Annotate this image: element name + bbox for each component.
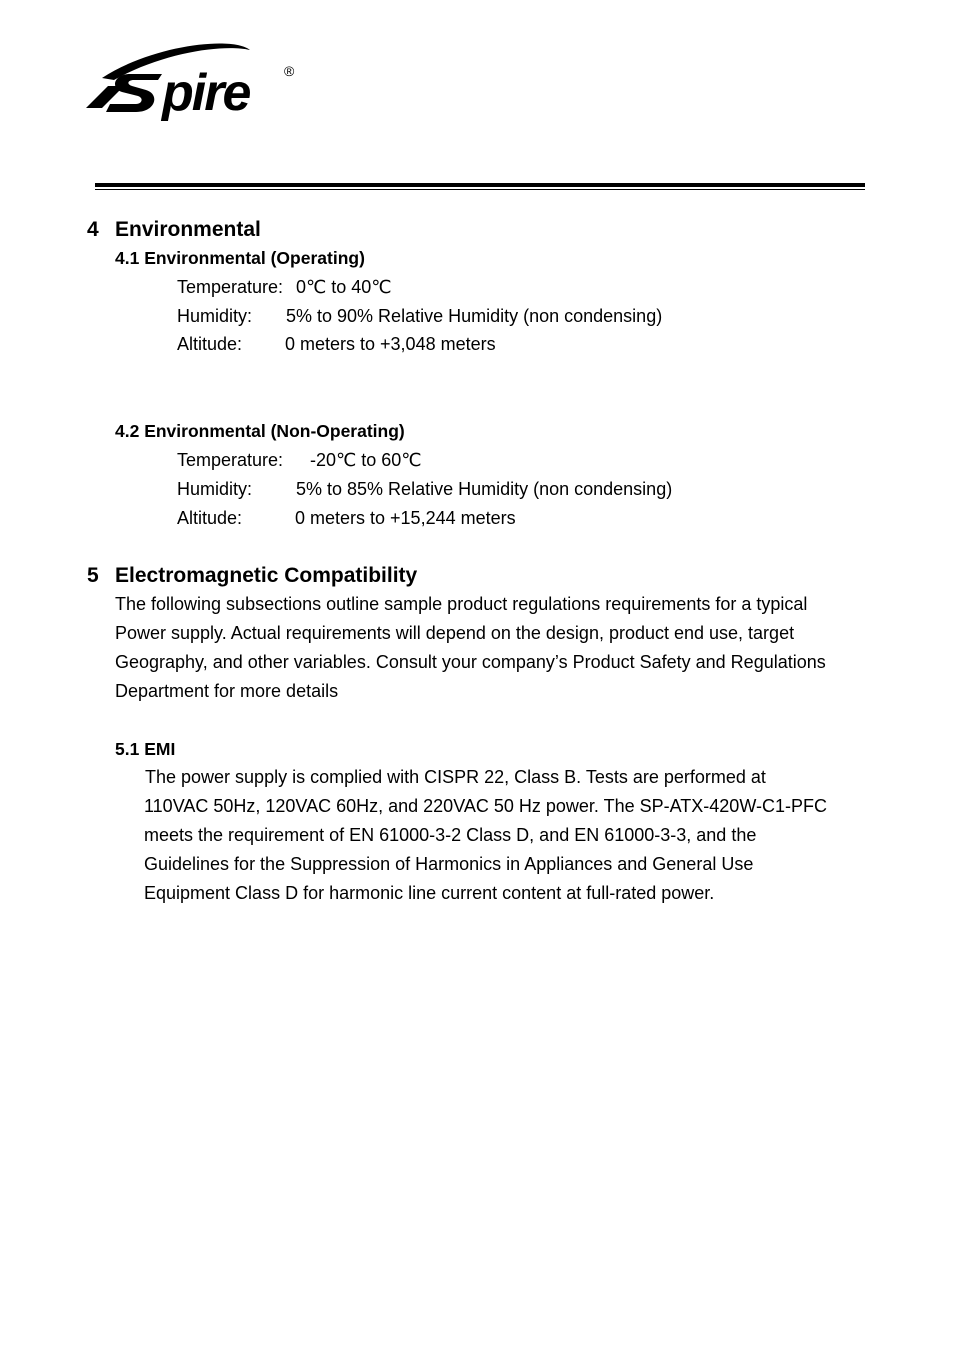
op-altitude-value: 0 meters to +3,048 meters [285,334,496,354]
header-rule-thick [95,183,865,187]
section-4-number: 4 [87,218,99,241]
section-4-title: Environmental [115,218,261,241]
nonop-humidity-value: 5% to 85% Relative Humidity (non condensing) [296,479,673,499]
section-5-intro-line: Geography, and other variables. Consult your company’s Product Safety and Regulations [115,652,826,672]
section-4-1-heading: 4.1 Environmental (Operating) [115,248,365,268]
logo-text: pire [162,64,250,122]
op-altitude-label: Altitude: [177,334,243,354]
nonop-altitude-value: 0 meters to +15,244 meters [295,508,516,528]
emi-paragraph-line: 110VAC 50Hz, 120VAC 60Hz, and 220VAC 50 Hz power. The SP-ATX-420W-C1-PFC [144,796,827,816]
nonop-temperature-label: Temperature: [177,450,284,470]
section-5-intro-line: Power supply. Actual requirements will depend on the design, product end use, target [115,623,795,643]
op-humidity-value: 5% to 90% Relative Humidity (non condensing) [286,306,663,326]
emi-paragraph-line: Guidelines for the Suppression of Harmonics in Appliances and General Use [144,854,754,874]
header-rule-thin [95,189,865,190]
emi-paragraph-line: meets the requirement of EN 61000-3-2 Class D, and EN 61000-3-3, and the [144,825,757,845]
spire-logo [84,38,306,130]
nonop-altitude-label: Altitude: [177,508,243,528]
section-5-number: 5 [87,564,99,587]
section-5-title: Electromagnetic Compatibility [115,564,418,587]
section-5-intro-line: The following subsections outline sample product regulations requirements for a typical [115,594,808,614]
section-5-1-heading: 5.1 EMI [115,739,176,759]
emi-paragraph-line: The power supply is complied with CISPR 22, Class B. Tests are performed at [145,767,766,787]
logo-registered-mark: ® [284,63,295,79]
nonop-humidity-label: Humidity: [177,479,253,499]
op-temperature-label: Temperature: [177,277,284,297]
emi-paragraph-line: Equipment Class D for harmonic line current content at full-rated power. [144,883,715,903]
nonop-temperature-value: -20℃ to 60℃ [310,450,422,470]
op-temperature-value: 0℃ to 40℃ [296,277,392,297]
op-humidity-label: Humidity: [177,306,253,326]
section-5-intro-line: Department for more details [115,681,339,701]
section-4-2-heading: 4.2 Environmental (Non-Operating) [115,421,405,441]
